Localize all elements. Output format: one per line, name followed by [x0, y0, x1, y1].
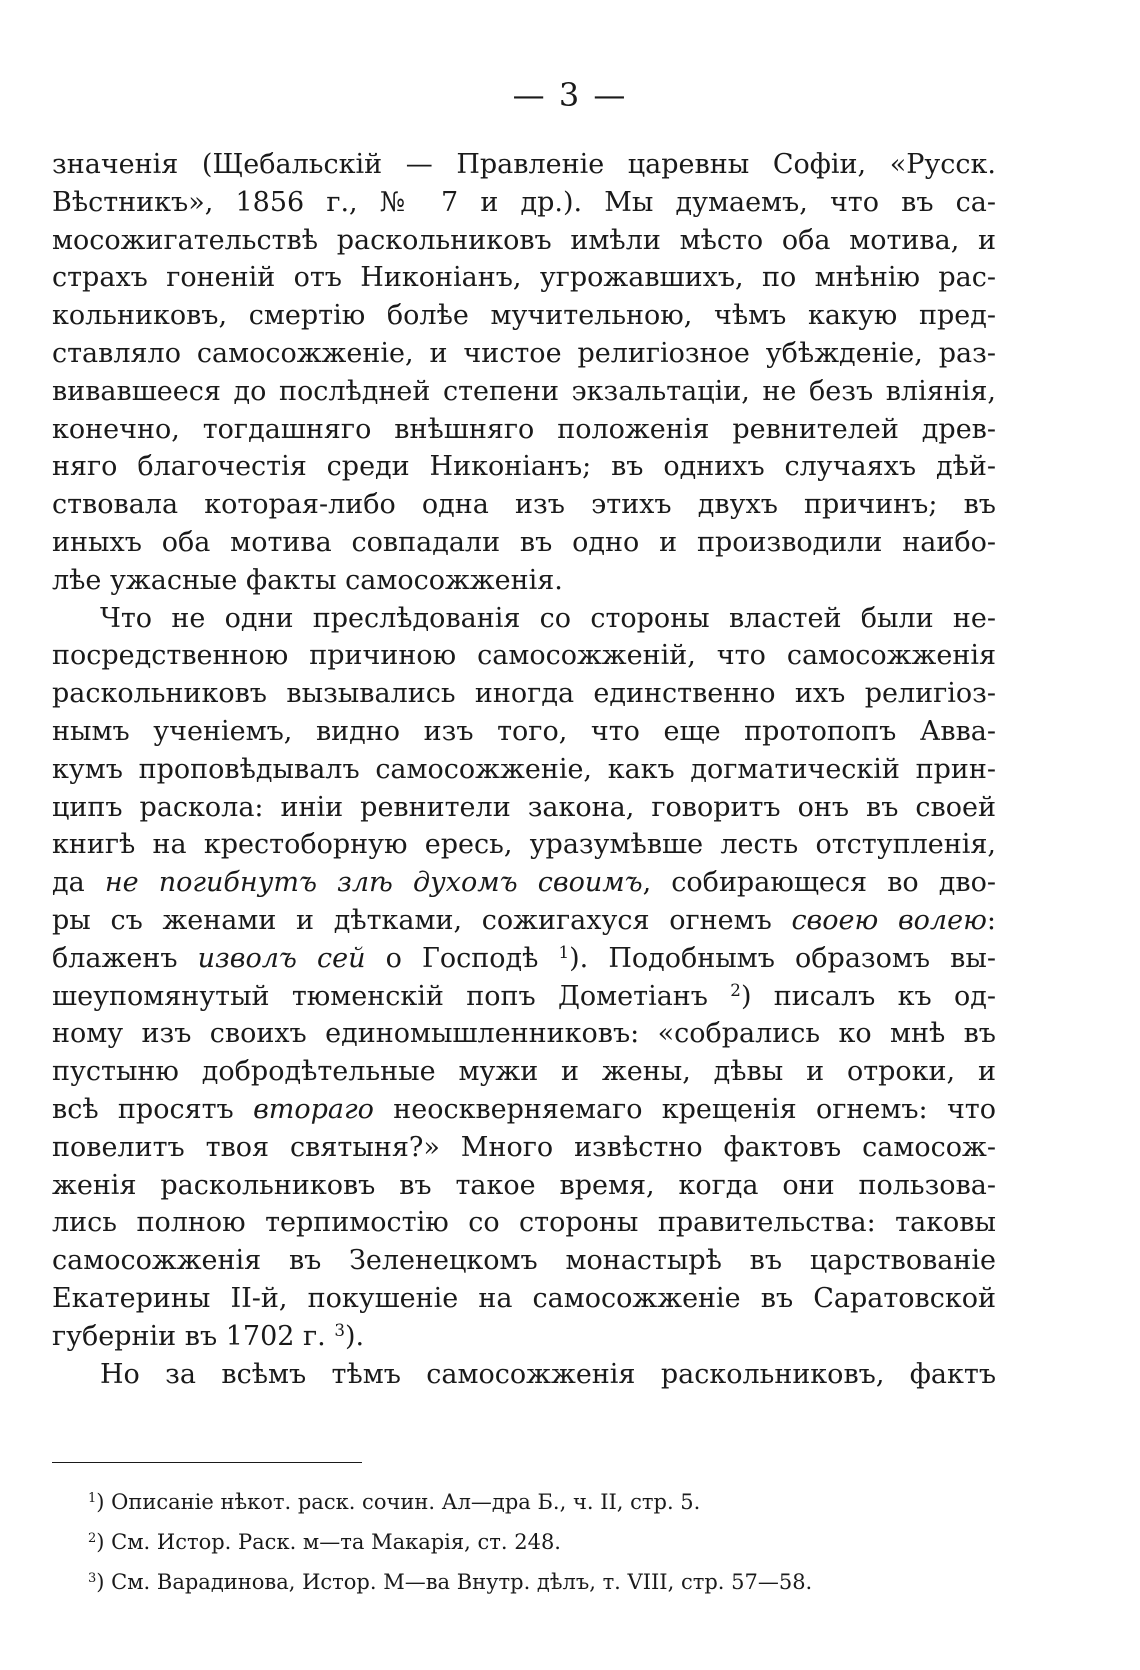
text-line: мосожигательствѣ раскольниковъ имѣли мѣсто оба мотива, и: [52, 224, 996, 256]
text-line: повелитъ твоя святыня?» Много извѣстно фактовъ самосож-: [52, 1131, 996, 1163]
text-line: нымъ ученіемъ, видно изъ того, что еще протопопъ Авва-: [52, 715, 996, 747]
text-line: пустыню добродѣтельные мужи и жены, дѣвы и отроки, и: [52, 1056, 996, 1088]
text-line: [52, 1091, 996, 1129]
text-line: Екатерины II-й, покушеніе на самосожженіе въ Саратовской: [52, 1282, 996, 1314]
footnote-number: 3: [88, 1570, 97, 1586]
text-line: страхъ гоненій отъ Никоніанъ, угрожавшихъ, по мнѣнію рас-: [52, 262, 996, 294]
footnote-number: 1: [88, 1490, 97, 1506]
text-run: да: [52, 867, 105, 899]
italic-quote: изволъ сей: [197, 942, 366, 974]
text-line: ципъ раскола: иніи ревнители закона, говоритъ онъ въ своей: [52, 791, 996, 823]
text-line: самосожженія въ Зеленецкомъ монастырѣ въ царствованіе: [52, 1245, 996, 1277]
footnote-divider: [52, 1462, 362, 1463]
text-line: книгѣ на крестоборную ересь, уразумѣвше лесть отступленія,: [52, 829, 996, 861]
text-line: Что не одни преслѣдованія со стороны властей были не-: [100, 602, 996, 634]
footnote-ref: 3: [334, 1319, 345, 1340]
text-line: ному изъ своихъ единомышленниковъ: «собрались ко мнѣ въ: [52, 1018, 996, 1050]
text-line: [52, 864, 996, 902]
text-line: лѣе ужасные факты самосожженія.: [52, 564, 563, 596]
text-line: няго благочестія среди Никоніанъ; въ однихъ случаяхъ дѣй-: [52, 451, 996, 483]
footnote-ref: 2: [730, 979, 741, 1000]
text-line: [52, 902, 996, 940]
text-line: посредственною причиною самосожженій, что самосожженія: [52, 640, 996, 672]
text-run: неоскверняемаго крещенія огнемъ: что: [373, 1093, 996, 1125]
text-line: конечно, тогдашняго внѣшняго положенія ревнителей древ-: [52, 413, 996, 445]
page-number: — 3 —: [512, 76, 628, 114]
text-line: кумъ проповѣдывалъ самосожженіе, какъ догматическій прин-: [52, 753, 996, 785]
italic-word: втораго: [253, 1093, 374, 1125]
text-run: о Господѣ: [365, 942, 559, 974]
text-run: ) писалъ къ од-: [740, 980, 996, 1012]
text-line: иныхъ оба мотива совпадали въ одно и производили наибо-: [52, 526, 996, 558]
text-line: [52, 1318, 996, 1356]
footnote-number: 2: [88, 1530, 97, 1546]
text-line: [52, 978, 996, 1016]
footnote-text: ) См. Истор. Раск. м—та Макарія, ст. 248.: [96, 1530, 561, 1554]
text-line: значенія (Щебальскій — Правленіе царевны Софіи, «Русск.: [52, 149, 996, 180]
footnote: [88, 1522, 988, 1562]
footnote: [88, 1562, 988, 1602]
text-run: губерніи въ 1702 г.: [52, 1320, 335, 1352]
text-line: Вѣстникъ», 1856 г., № 7 и др.). Мы думаемъ, что въ са-: [52, 186, 996, 218]
text-line: [52, 940, 996, 978]
text-line: ставляло самосожженіе, и чистое религіозное убѣжденіе, раз-: [52, 337, 996, 369]
footnote-text: ) См. Варадинова, Истор. М—ва Внутр. дѣлъ, т. VIII, стр. 57—58.: [96, 1570, 813, 1594]
text-run: ). Подобнымъ образомъ вы-: [569, 942, 996, 974]
body-text: [52, 146, 996, 1393]
italic-quote: своею волею: [791, 904, 987, 936]
text-run: всѣ просятъ: [52, 1093, 254, 1125]
footnote-text: ) Описаніе нѣкот. раск. сочин. Ал—дра Б., ч. II, стр. 5.: [96, 1490, 701, 1514]
text-line: раскольниковъ вызывались иногда единственно ихъ религіоз-: [52, 678, 996, 710]
text-run: ры съ женами и дѣтками, сожигахуся огнемъ: [52, 904, 792, 936]
text-line: лись полною терпимостію со стороны правительства: таковы: [52, 1207, 996, 1239]
text-line: вивавшееся до послѣдней степени экзальтаціи, не безъ вліянія,: [52, 375, 996, 407]
footnotes: [88, 1482, 988, 1602]
text-line: ствовала которая-либо одна изъ этихъ двухъ причинъ; въ: [52, 489, 996, 521]
text-run: ).: [344, 1320, 365, 1352]
footnote: [88, 1482, 988, 1522]
text-run: :: [986, 904, 996, 936]
text-line: женія раскольниковъ въ такое время, когда они пользова-: [52, 1169, 996, 1201]
italic-quote: не погибнутъ злѣ духомъ своимъ: [104, 867, 643, 899]
footnote-ref: 1: [558, 941, 570, 962]
text-line: кольниковъ, смертію болѣе мучительною, чѣмъ какую пред-: [52, 300, 996, 332]
text-run: , собирающеся во дво-: [642, 867, 996, 899]
text-run: блаженъ: [52, 942, 198, 974]
text-run: шеупомянутый тюменскій попъ Дометіанъ: [52, 980, 731, 1012]
text-line: Но за всѣмъ тѣмъ самосожженія раскольниковъ, фактъ: [100, 1358, 996, 1390]
